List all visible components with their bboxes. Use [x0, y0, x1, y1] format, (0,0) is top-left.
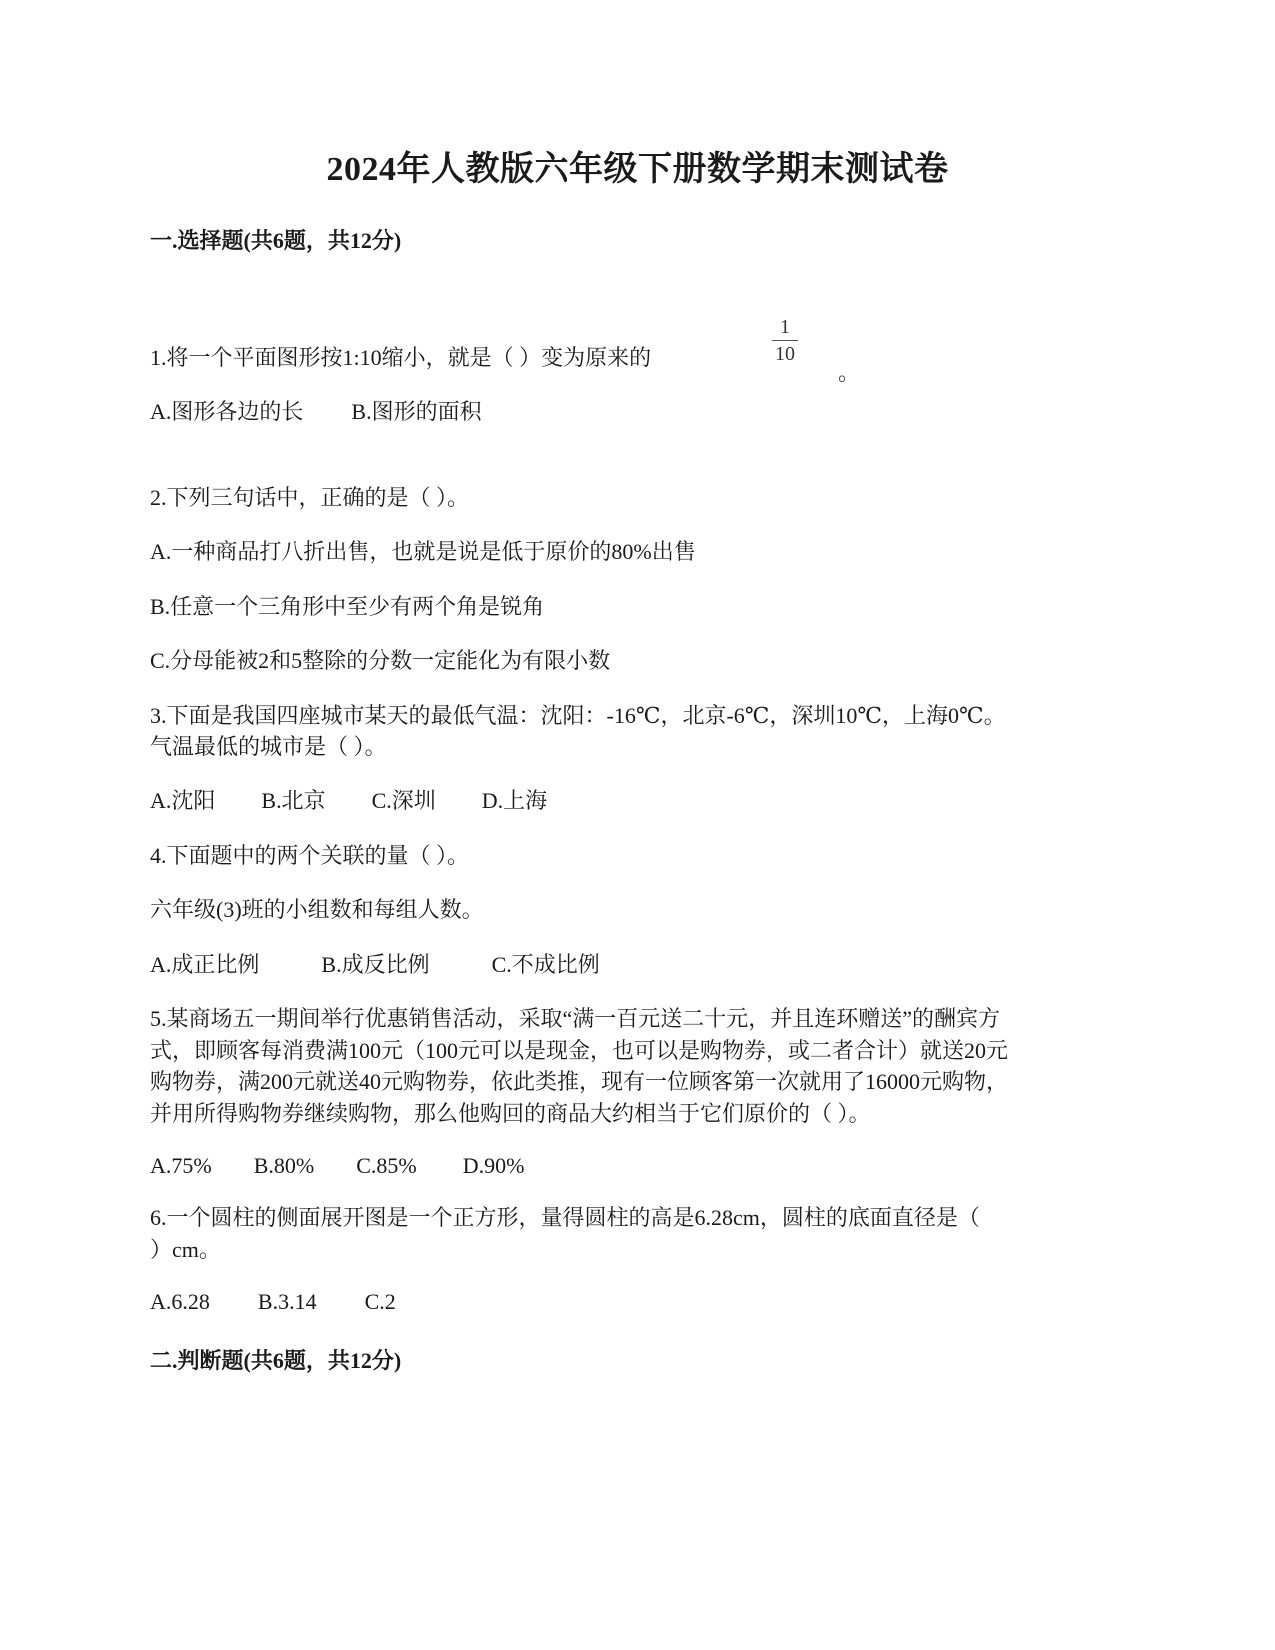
question-3-stem-line-2: 气温最低的城市是（ ）。 [150, 734, 387, 759]
question-4-stem: 4.下面题中的两个关联的量（ ）。 [150, 843, 470, 868]
question-4-options [150, 949, 600, 981]
question-3-options [150, 785, 547, 817]
section-heading-choice: 一.选择题(共6题，共12分) [150, 228, 402, 253]
option-b: B.图形的面积 [351, 399, 482, 424]
option-b: B.成反比例 [321, 952, 430, 977]
option-a: A.沈阳 [150, 788, 216, 813]
question-2-option-b: B.任意一个三角形中至少有两个角是锐角 [150, 594, 545, 619]
question-5-line-1: 5.某商场五一期间举行优惠销售活动，采取“满一百元送二十元，并且连环赠送”的酬宾方 [150, 1006, 1001, 1031]
question-6-stem-line-1: 6.一个圆柱的侧面展开图是一个正方形，量得圆柱的高是6.28cm，圆柱的底面直径是（ [150, 1205, 980, 1230]
question-6-stem-line-2: ）cm。 [150, 1237, 221, 1262]
question-1-tail: 。 [838, 360, 861, 385]
option-c: C.不成比例 [491, 952, 600, 977]
question-5-line-3: 购物券，满200元就送40元购物券，依此类推，现有一位顾客第一次就用了16000元购物， [150, 1069, 1009, 1094]
page-title: 2024年人教版六年级下册数学期末测试卷 [326, 151, 949, 188]
option-d: D.90% [462, 1153, 525, 1178]
fraction-numerator: 1 [780, 316, 790, 338]
option-c: C.2 [364, 1289, 396, 1314]
section-heading-judgement: 二.判断题(共6题，共12分) [150, 1348, 402, 1373]
option-c: C.深圳 [371, 788, 436, 813]
question-3-stem-line-1: 3.下面是我国四座城市某天的最低气温：沈阳：-16℃，北京-6℃，深圳10℃，上海0℃。 [150, 703, 1006, 728]
option-a: A.6.28 [150, 1289, 210, 1314]
fraction-one-tenth [770, 316, 800, 365]
question-2-stem: 2.下列三句话中，正确的是（ ）。 [150, 485, 470, 510]
question-1-options [150, 396, 482, 428]
fraction-denominator: 10 [775, 343, 795, 365]
option-a: A.成正比例 [150, 952, 260, 977]
fraction-bar [772, 340, 798, 341]
option-a: A.75% [150, 1153, 212, 1178]
question-2-option-c: C.分母能被2和5整除的分数一定能化为有限小数 [150, 648, 611, 673]
question-6-options [150, 1286, 396, 1318]
question-1-stem: 1.将一个平面图形按1:10缩小，就是（ ）变为原来的 [150, 345, 652, 370]
question-2-option-a: A.一种商品打八折出售，也就是说是低于原价的80%出售 [150, 539, 696, 564]
option-b: B.80% [253, 1153, 315, 1178]
option-a: A.图形各边的长 [150, 399, 304, 424]
option-b: B.3.14 [257, 1289, 317, 1314]
option-c: C.85% [356, 1153, 417, 1178]
question-5-options [150, 1150, 524, 1182]
question-5-line-4: 并用所得购物券继续购物，那么他购回的商品大约相当于它们原价的（ ）。 [150, 1101, 871, 1126]
question-4-sub: 六年级(3)班的小组数和每组人数。 [150, 897, 484, 922]
option-b: B.北京 [261, 788, 326, 813]
option-d: D.上海 [481, 788, 548, 813]
question-5-line-2: 式，即顾客每消费满100元（100元可以是现金，也可以是购物券，或二者合计）就送20元 [150, 1038, 1009, 1063]
